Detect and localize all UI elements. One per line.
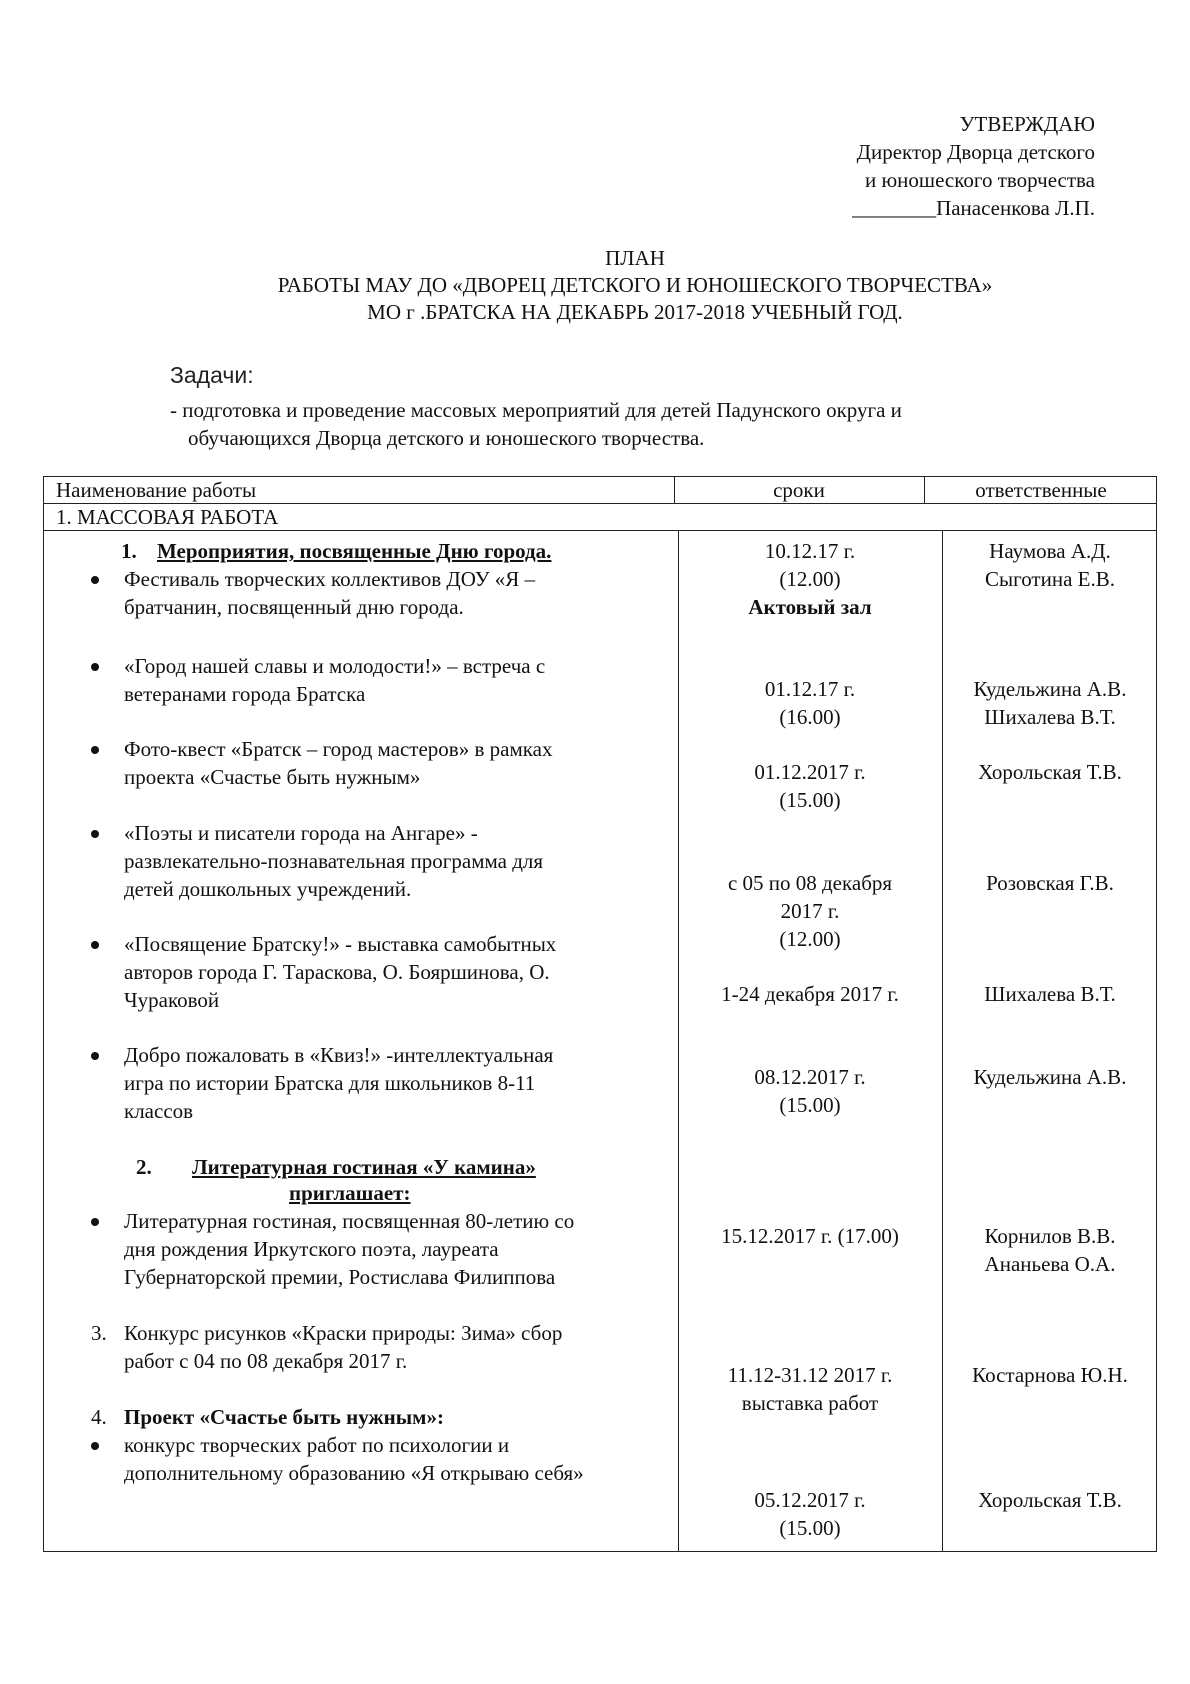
item-number: 3. — [91, 1321, 107, 1345]
item-text: детей дошкольных учреждений. — [124, 877, 412, 901]
heading-number: 1. — [121, 539, 137, 563]
item-text: Чураковой — [124, 988, 220, 1012]
item-responsible: Костарнова Ю.Н. — [972, 1363, 1128, 1387]
item-date: 01.12.17 г. — [764, 677, 856, 701]
title-line: МО г .БРАТСКА НА ДЕКАБРЬ 2017-2018 УЧЕБНЫЙ ГОД. — [367, 300, 903, 324]
heading-title: Мероприятия, посвященные Дню города. — [157, 539, 552, 563]
item-text: братчанин, посвященный дню города. — [124, 595, 464, 619]
item-text: конкурс творческих работ по психологии и — [124, 1433, 510, 1457]
item-place: Актовый зал — [748, 595, 872, 619]
item-text: «Посвящение Братску!» - выставка самобытных — [124, 932, 557, 956]
heading-number: 2. — [136, 1155, 152, 1179]
bullet-icon — [91, 1442, 99, 1450]
item-date: (16.00) — [779, 705, 841, 729]
item-text: работ с 04 по 08 декабря 2017 г. — [124, 1349, 408, 1373]
item-date: 2017 г. — [780, 899, 840, 923]
approval-line: и юношеского творчества — [864, 168, 1095, 192]
item-text: Фото-квест «Братск – город мастеров» в рамках — [124, 737, 553, 761]
item-date: с 05 по 08 декабря — [727, 871, 893, 895]
item-text: дня рождения Иркутского поэта, лауреата — [124, 1237, 499, 1261]
item-date: выставка работ — [741, 1391, 879, 1415]
approval-signature: ________Панасенкова Л.П. — [852, 196, 1095, 220]
tasks-line: обучающихся Дворца детского и юношеского творчества. — [188, 426, 705, 450]
item-text: дополнительному образованию «Я открываю себя» — [124, 1461, 584, 1485]
title-line: РАБОТЫ МАУ ДО «ДВОРЕЦ ДЕТСКОГО И ЮНОШЕСКОГО ТВОРЧЕСТВА» — [277, 273, 993, 297]
item-text: Добро пожаловать в «Квиз!» -интеллектуальная — [124, 1043, 554, 1067]
item-date: (15.00) — [779, 788, 841, 812]
approval-line: УТВЕРЖДАЮ — [959, 112, 1095, 136]
tasks-text — [170, 396, 902, 452]
item-date: (12.00) — [779, 927, 841, 951]
item-responsible: Кудельжина А.В. — [973, 677, 1127, 701]
item-number: 4. — [91, 1405, 107, 1429]
title-line: ПЛАН — [605, 246, 665, 270]
heading-title: Литературная гостиная «У камина» — [192, 1155, 536, 1179]
bullet-icon — [91, 941, 99, 949]
item-responsible: Ананьева О.А. — [984, 1252, 1116, 1276]
bullet-icon — [91, 663, 99, 671]
tasks-heading: Задачи: — [170, 362, 254, 388]
item-text: «Поэты и писатели города на Ангаре» - — [124, 821, 478, 845]
item-text: ветеранами города Братска — [124, 682, 366, 706]
item-text: авторов города Г. Тараскова, О. Бояршинова, О. — [124, 960, 550, 984]
plan-table — [43, 476, 1157, 1552]
bullet-icon — [91, 1052, 99, 1060]
item-text: Губернаторской премии, Ростислава Филиппова — [124, 1265, 556, 1289]
approval-line: Директор Дворца детского — [856, 140, 1095, 164]
item-text: развлекательно-познавательная программа для — [124, 849, 544, 873]
item-text: классов — [124, 1099, 194, 1123]
item-responsible: Розовская Г.В. — [986, 871, 1114, 895]
item-responsible: Сыготина Е.В. — [985, 567, 1115, 591]
item-text: «Город нашей славы и молодости!» – встреча с — [124, 654, 546, 678]
bullet-icon — [91, 746, 99, 754]
item-date: 10.12.17 г. — [764, 539, 856, 563]
item-text: проекта «Счастье быть нужным» — [124, 765, 421, 789]
bullet-icon — [91, 576, 99, 584]
item-text: Литературная гостиная, посвященная 80-летию со — [124, 1209, 575, 1233]
item-text: игра по истории Братска для школьников 8-11 — [124, 1071, 536, 1095]
document-title — [0, 245, 1190, 326]
item-date: 01.12.2017 г. — [754, 760, 866, 784]
item-text: Конкурс рисунков «Краски природы: Зима» сбор — [124, 1321, 563, 1345]
table-divider — [44, 530, 1156, 531]
item-responsible: Хорольская Т.В. — [978, 1488, 1122, 1512]
item-date: 11.12-31.12 2017 г. — [727, 1363, 893, 1387]
item-date: 05.12.2017 г. — [754, 1488, 866, 1512]
item-date: 15.12.2017 г. (17.00) — [721, 1224, 899, 1248]
item-date: 1-24 декабря 2017 г. — [721, 982, 899, 1006]
tasks-line: - подготовка и проведение массовых мероприятий для детей Падунского округа и — [170, 398, 902, 422]
approval-block — [852, 110, 1095, 222]
item-date: (12.00) — [779, 567, 841, 591]
item-responsible: Корнилов В.В. — [984, 1224, 1116, 1248]
item-text: Фестиваль творческих коллективов ДОУ «Я – — [124, 567, 536, 591]
bullet-icon — [91, 830, 99, 838]
item-responsible: Хорольская Т.В. — [978, 760, 1122, 784]
header-name: Наименование работы — [56, 478, 257, 502]
item-date: 08.12.2017 г. — [754, 1065, 866, 1089]
item-responsible: Шихалева В.Т. — [984, 705, 1116, 729]
item-responsible: Наумова А.Д. — [989, 539, 1111, 563]
section-title: 1. МАССОВАЯ РАБОТА — [56, 505, 279, 529]
item-responsible: Шихалева В.Т. — [984, 982, 1116, 1006]
item-heading: Проект «Счастье быть нужным»: — [124, 1405, 444, 1429]
item-responsible: Кудельжина А.В. — [973, 1065, 1127, 1089]
header-responsible: ответственные — [975, 478, 1107, 502]
bullet-icon — [91, 1218, 99, 1226]
item-date: (15.00) — [779, 1516, 841, 1540]
heading-title: приглашает: — [289, 1181, 411, 1205]
header-dates: сроки — [773, 478, 825, 502]
item-date: (15.00) — [779, 1093, 841, 1117]
